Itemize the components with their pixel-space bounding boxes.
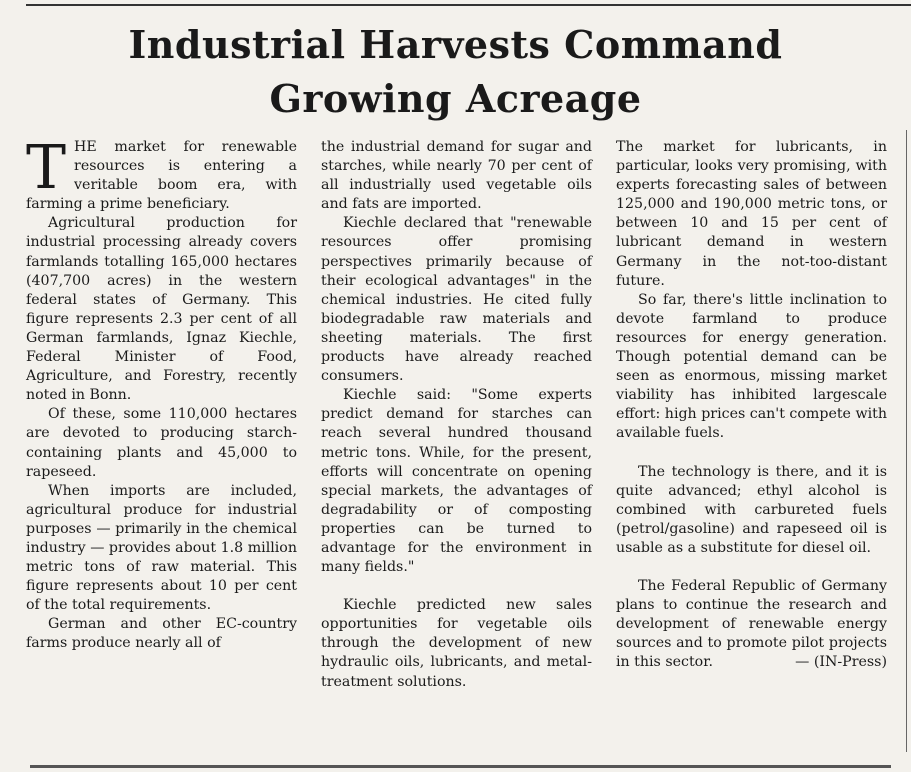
headline <box>0 18 911 126</box>
paragraph-4: When imports are included, agricultural produce for industrial purposes — primarily in the chemical industry — provides about 1.8 million metric tons of raw material. This figure represents about 10 per cent of the total requirements. <box>26 482 297 614</box>
drop-cap: T <box>26 133 67 203</box>
paragraph-10: The market for lubricants, in particular, looks very promising, with experts forecasting sales of between 125,000 and 190,000 metric tons, or between 10 and 15 per cent of lubricant demand in western Germany in the not-too-distant future. <box>616 139 887 289</box>
paragraph-11: So far, there's little inclination to devote farmland to produce resources for energy generation. Though potential demand can be seen as enormous, missing market viability has inhibited largescale effort: high prices can't compete with available fuels. <box>616 291 887 442</box>
paragraph-13 <box>616 577 887 672</box>
paragraph-12: The technology is there, and it is quite advanced; ethyl alcohol is combined with carbureted fuels (petrol/gasoline) and rapeseed oil is usable as a substitute for diesel oil. <box>616 463 887 556</box>
column-3 <box>616 138 887 692</box>
paragraph-8: Kiechle said: "Some experts predict demand for starches can reach several hundred thousand metric tons. While, for the present, efforts will concentrate on opening special markets, the advantages of degradability or of composting properties can be turned to advantage for the environment in many fields." <box>321 387 592 576</box>
top-rule <box>26 4 911 6</box>
paragraph-5: German and other EC-country farms produce nearly all of <box>26 616 297 652</box>
article-columns <box>26 133 888 692</box>
right-rule <box>906 130 907 752</box>
headline-line-2: Growing Acreage <box>269 76 642 121</box>
bottom-rule <box>30 765 891 768</box>
signoff: — (IN-Press) <box>795 654 887 671</box>
paragraph-2: Agricultural production for industrial processing already covers farmlands totalling 165,000 hectares (407,700 acres) in the western federal states of Germany. This figure represents 2.3 per cent of all German farmlands, Ignaz Kiechle, Federal Minister of Food, Agriculture, and Forestry, recently noted in Bonn. <box>26 215 297 404</box>
headline-line-1: Industrial Harvests Command <box>128 22 783 67</box>
paragraph-9: Kiechle predicted new sales opportunities for vegetable oils through the development of new hydraulic oils, lubricants, and metal-treatment solutions. <box>321 597 592 690</box>
column-2 <box>321 138 592 692</box>
column-1 <box>26 133 297 692</box>
paragraph-1-text: HE market for renewable resources is entering a veritable boom era, with farming a prime beneficiary. <box>26 139 297 213</box>
paragraph-6: the industrial demand for sugar and starches, while nearly 70 per cent of all industrially used vegetable oils and fats are imported. <box>321 139 592 213</box>
paragraph-3: Of these, some 110,000 hectares are devoted to producing starch-containing plants and 45,000 to rapeseed. <box>26 406 297 480</box>
paragraph-1 <box>26 133 297 214</box>
paragraph-7: Kiechle declared that "renewable resources offer promising perspectives primarily because of their ecological advantages" in the chemical industries. He cited fully biodegradable raw materials and sheeting materials. The first products have already reached consumers. <box>321 215 592 385</box>
paragraph-13-text: The Federal Republic of Germany plans to continue the research and development of renewable energy sources and to promote pilot projects in this sector. <box>616 577 887 671</box>
